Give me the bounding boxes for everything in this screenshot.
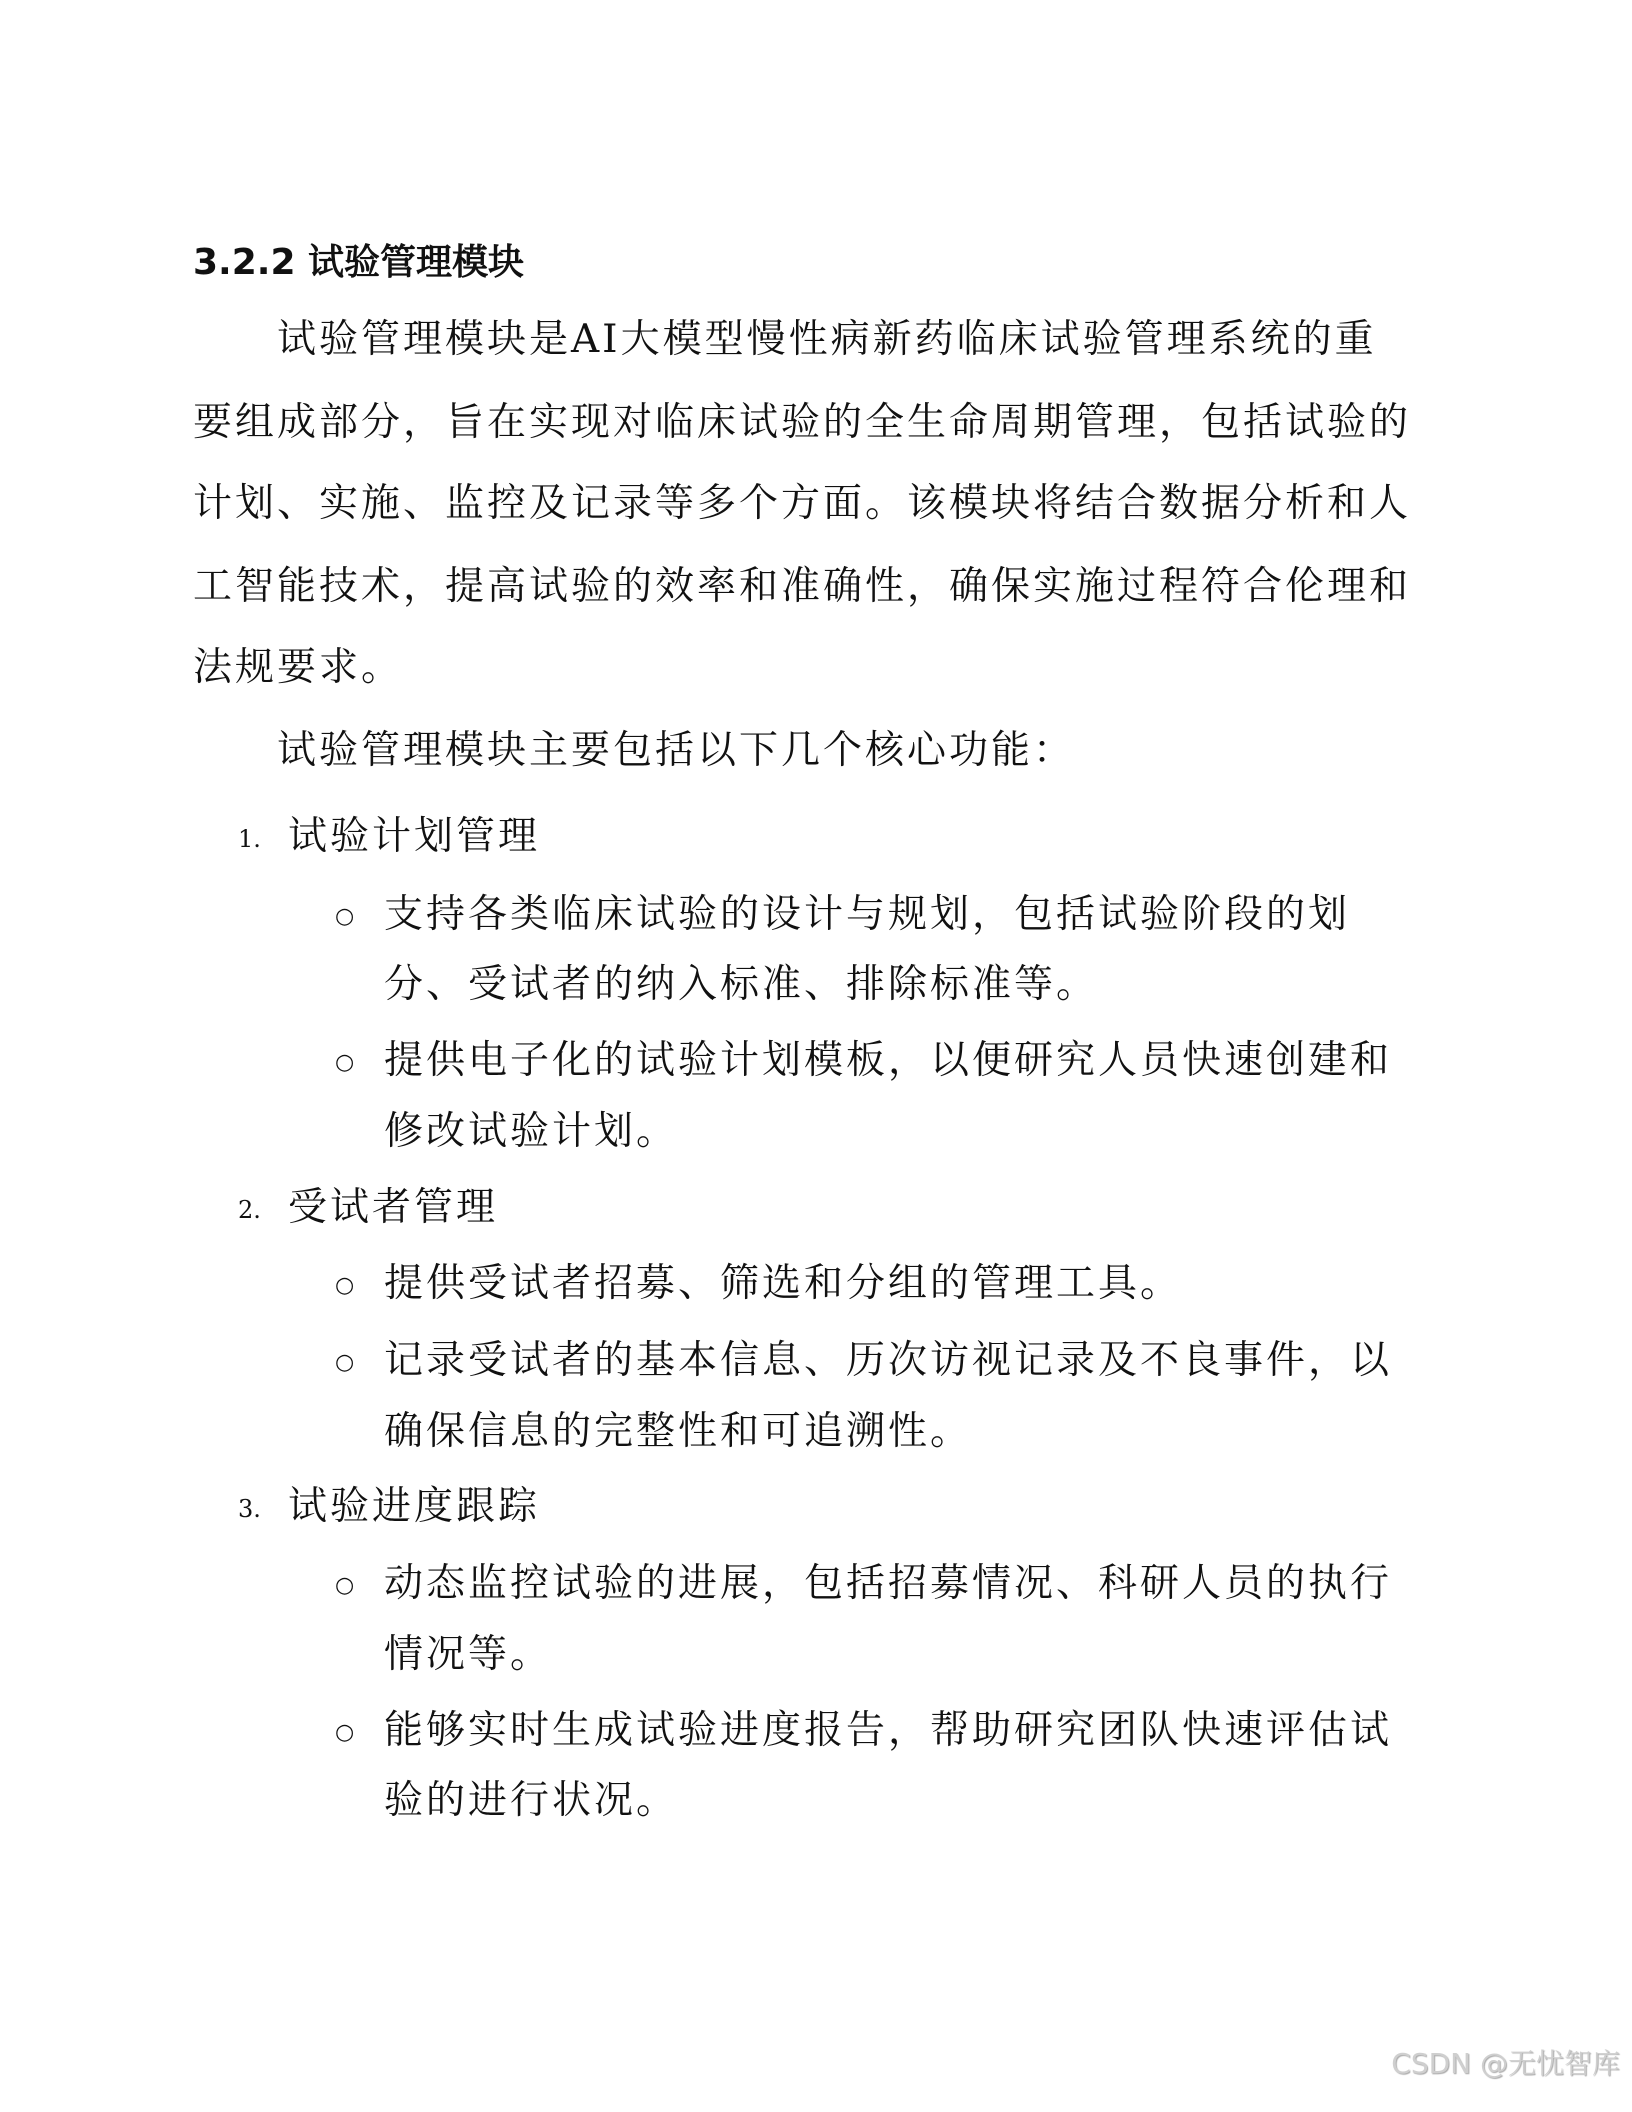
bullet-line: 提供受试者招募、筛选和分组的管理工具。 [384, 1261, 1183, 1306]
paragraph-line: 要组成部分，旨在实现对临床试验的全生命周期管理，包括试验的 [193, 400, 1412, 445]
paragraph-line: 计划、实施、监控及记录等多个方面。该模块将结合数据分析和人 [193, 481, 1412, 526]
bullet-icon: ○ [335, 1350, 355, 1375]
bullet-line: 分、受试者的纳入标准、排除标准等。 [384, 962, 1099, 1007]
paragraph-line: 试验管理模块是AI大模型慢性病新药临床试验管理系统的重 [277, 317, 1377, 362]
bullet-icon: ○ [335, 1050, 355, 1075]
section-heading: 3.2.2 试验管理模块 [193, 242, 525, 283]
bullet-line: 验的进行状况。 [384, 1778, 679, 1823]
bullet-line: 提供电子化的试验计划模板，以便研究人员快速创建和 [384, 1038, 1393, 1083]
bullet-line: 能够实时生成试验进度报告，帮助研究团队快速评估试 [384, 1708, 1393, 1753]
bullet-icon: ○ [335, 1273, 355, 1298]
paragraph-line: 法规要求。 [193, 645, 404, 690]
bullet-line: 确保信息的完整性和可追溯性。 [384, 1409, 973, 1454]
bullet-line: 动态监控试验的进展，包括招募情况、科研人员的执行 [384, 1561, 1393, 1606]
list-number: 3. [238, 1495, 261, 1523]
watermark: CSDN @无忧智库 [1391, 2047, 1620, 2080]
bullet-icon: ○ [335, 1573, 355, 1598]
functions-intro: 试验管理模块主要包括以下几个核心功能： [277, 728, 1076, 773]
bullet-line: 记录受试者的基本信息、历次访视记录及不良事件，以 [384, 1338, 1393, 1383]
bullet-icon: ○ [335, 1720, 355, 1745]
bullet-line: 情况等。 [384, 1632, 553, 1677]
bullet-line: 支持各类临床试验的设计与规划，包括试验阶段的划 [384, 892, 1351, 937]
paragraph-line: 工智能技术，提高试验的效率和准确性，确保实施过程符合伦理和 [193, 564, 1412, 609]
list-item-title: 试验进度跟踪 [288, 1484, 541, 1529]
list-number: 1. [238, 825, 261, 853]
list-number: 2. [238, 1196, 261, 1224]
list-item-title: 试验计划管理 [288, 814, 541, 859]
list-item-title: 受试者管理 [288, 1185, 499, 1230]
bullet-line: 修改试验计划。 [384, 1109, 679, 1154]
bullet-icon: ○ [335, 904, 355, 929]
